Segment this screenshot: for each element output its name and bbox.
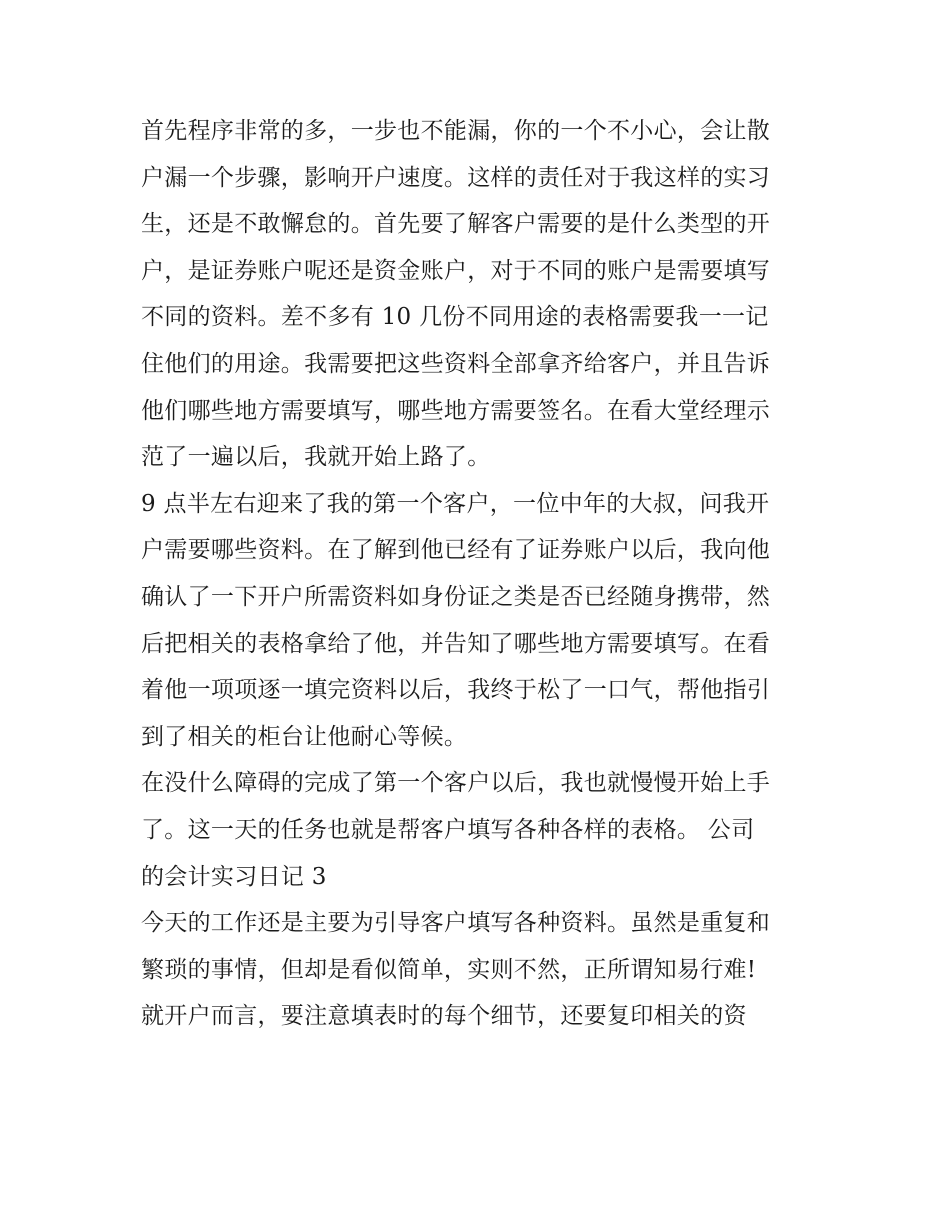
text-line: 就开户而言，要注意填表时的每个细节，还要复印相关的资 <box>141 1003 747 1030</box>
text-line: 住他们的用途。我需要把这些资料全部拿齐给客户，并且告诉 <box>141 350 771 377</box>
text-line: 户需要哪些资料。在了解到他已经有了证券账户以后，我向他 <box>141 537 771 564</box>
text-line: 后把相关的表格拿给了他，并告知了哪些地方需要填写。在看 <box>141 630 771 657</box>
text-line: 在没什么障碍的完成了第一个客户以后，我也就慢慢开始上手 <box>141 770 771 797</box>
text-line: 他们哪些地方需要填写，哪些地方需要签名。在看大堂经理示 <box>141 397 771 424</box>
text-line: 确认了一下开户所需资料如身份证之类是否已经随身携带，然 <box>141 583 771 610</box>
text-line: 今天的工作还是主要为引导客户填写各种资料。虽然是重复和 <box>141 910 771 937</box>
text-line: 户，是证券账户呢还是资金账户，对于不同的账户是需要填写 <box>141 257 771 284</box>
text-line: 了。这一天的任务也就是帮客户填写各种各样的表格。 公司 <box>141 816 755 843</box>
text-line: 的会计实习日记 3 <box>141 863 327 890</box>
text-line: 到了相关的柜台让他耐心等候。 <box>141 723 468 750</box>
body-text <box>141 108 821 1040</box>
text-line: 首先程序非常的多，一步也不能漏，你的一个不小心，会让散 <box>141 118 771 144</box>
text-line: 范了一遍以后，我就开始上路了。 <box>141 444 491 471</box>
text-line: 户漏一个步骤，影响开户速度。这样的责任对于我这样的实习 <box>141 164 771 191</box>
text-line: 不同的资料。差不多有 10 几份不同用途的表格需要我一一记 <box>141 304 769 331</box>
text-line: 生，还是不敢懈怠的。首先要了解客户需要的是什么类型的开 <box>141 211 771 238</box>
text-line: 着他一项项逐一填完资料以后，我终于松了一口气，帮他指引 <box>141 677 771 704</box>
text-line: 繁琐的事情，但却是看似简单，实则不然，正所谓知易行难! <box>141 956 757 983</box>
text-line: 9 点半左右迎来了我的第一个客户，一位中年的大叔，问我开 <box>141 490 770 517</box>
